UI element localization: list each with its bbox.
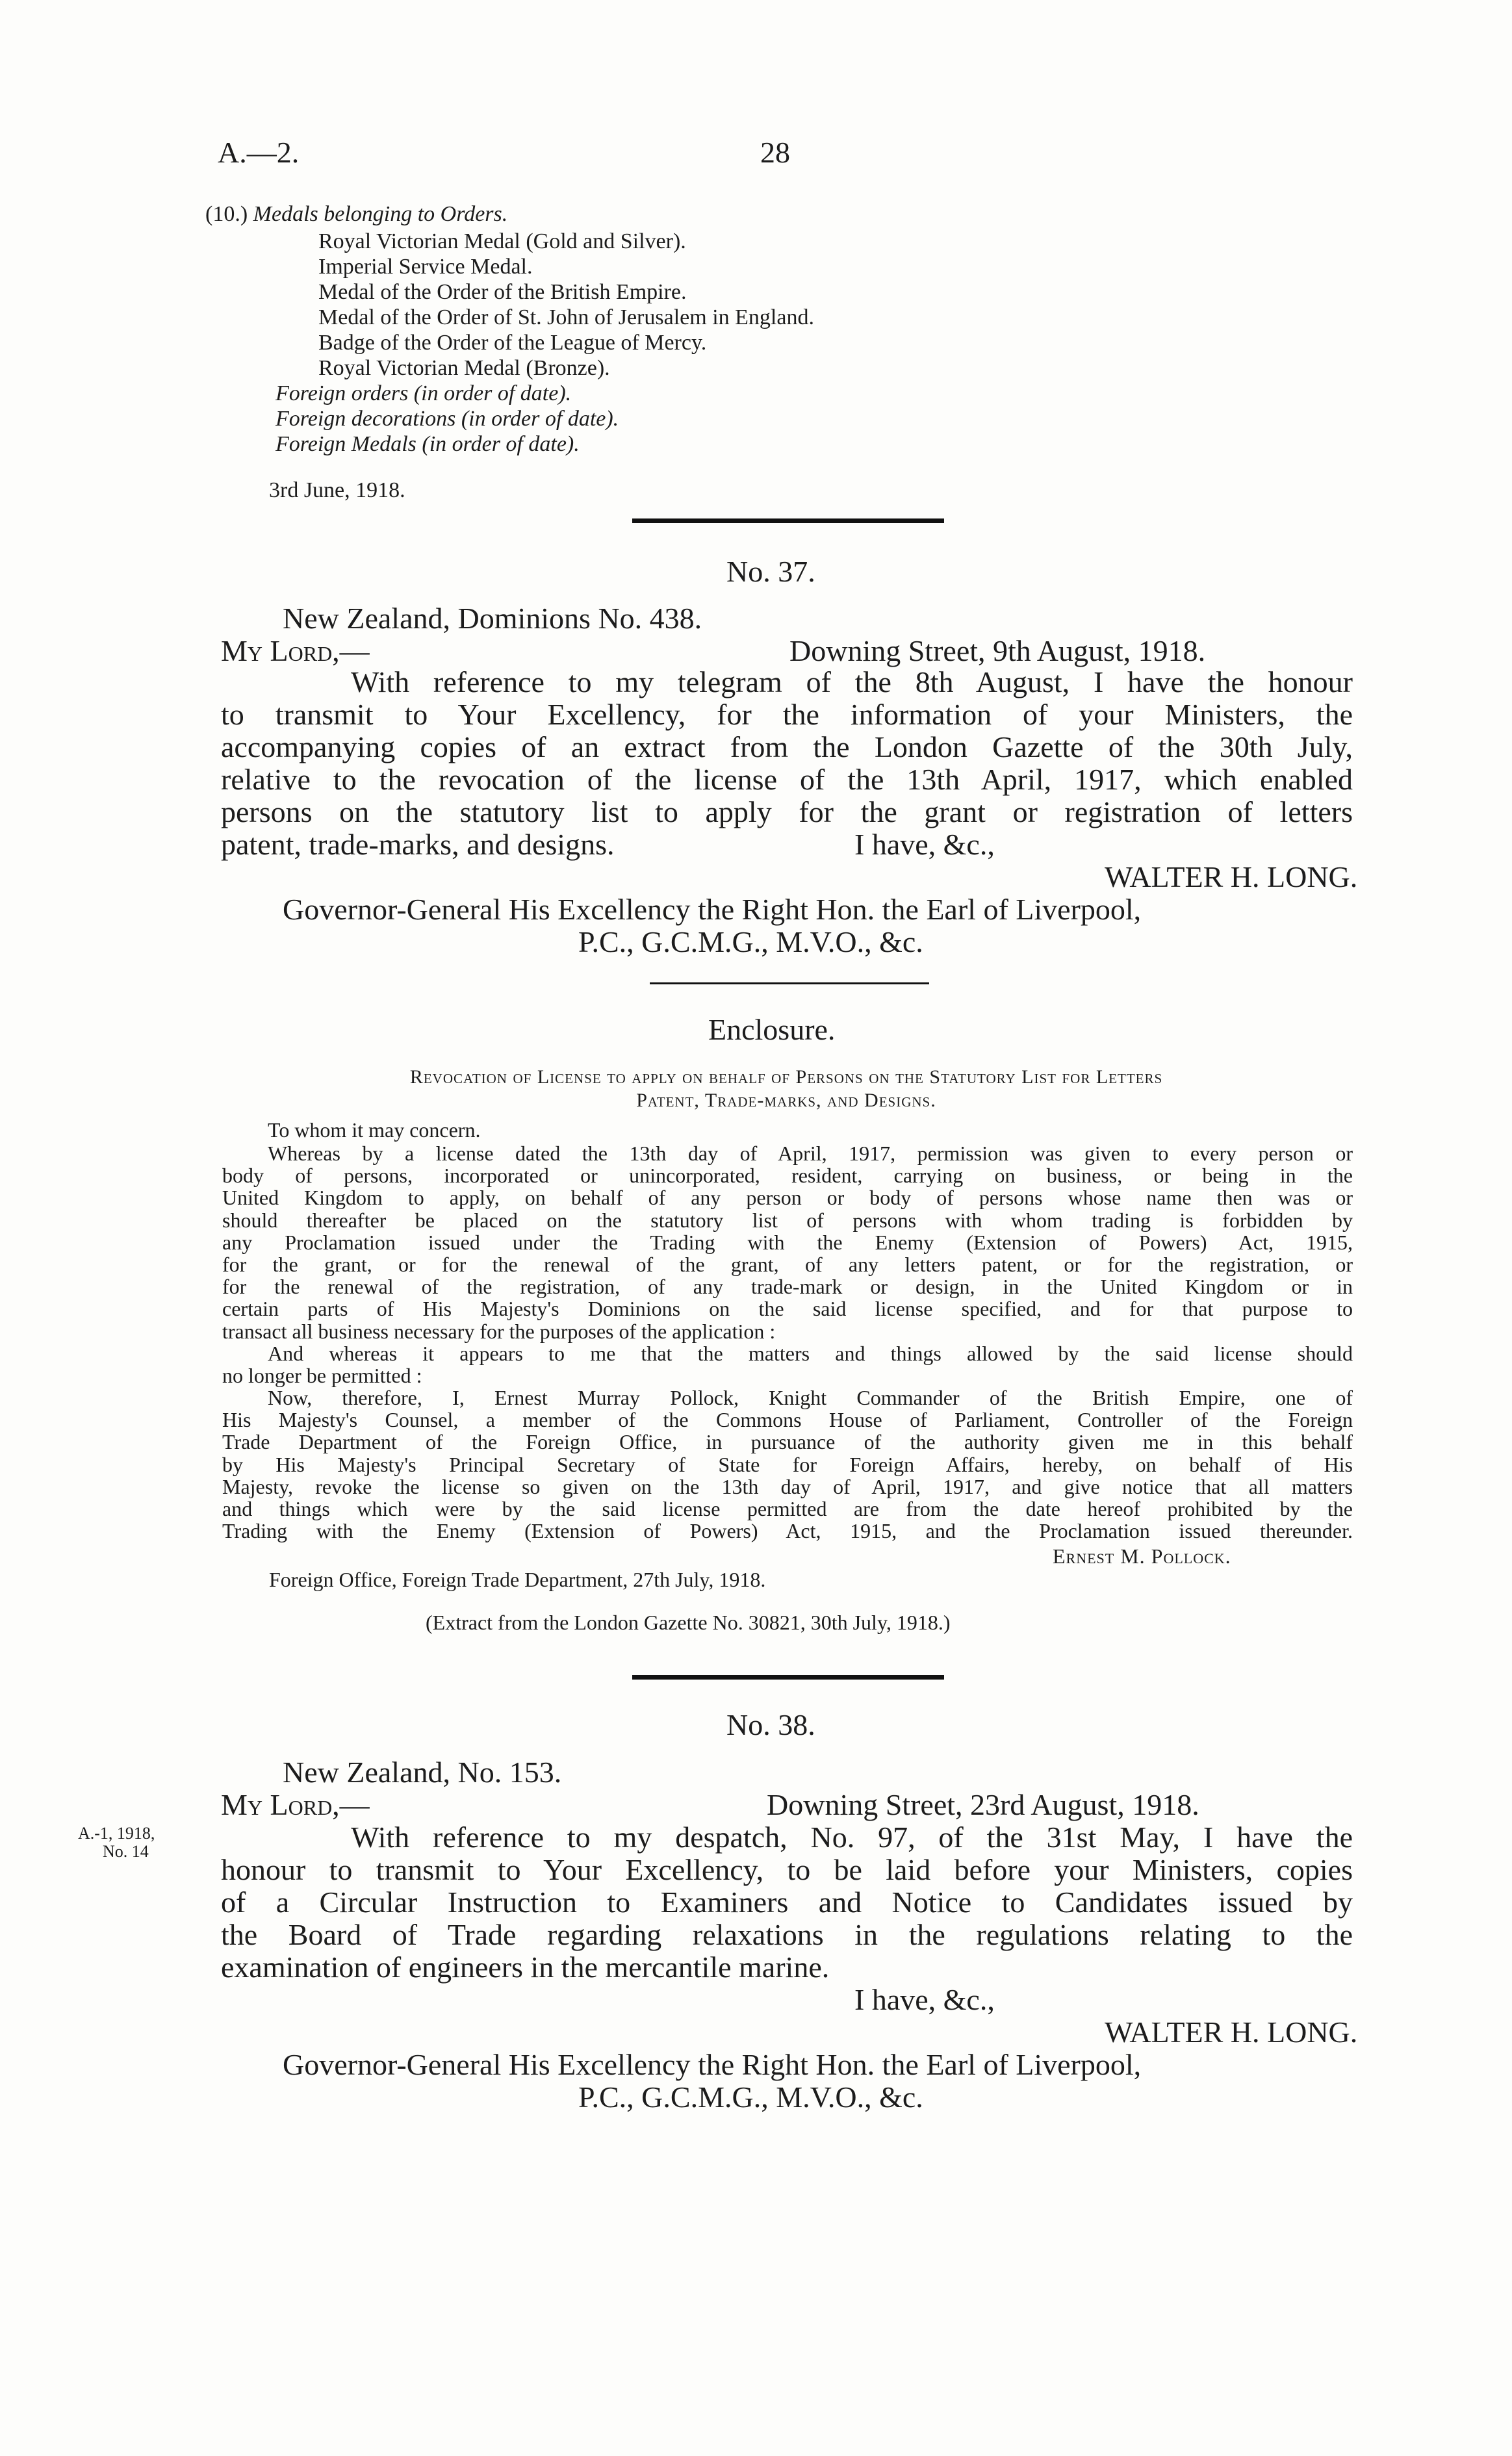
signature: WALTER H. LONG. [1105, 860, 1358, 893]
enclosure-paragraph-1 [222, 1142, 1353, 1342]
place-date: Downing Street, 9th August, 1918. [789, 634, 1206, 667]
medal-item: Badge of the Order of the League of Mercy. [318, 331, 707, 355]
office-date: Foreign Office, Foreign Trade Department, 27th July, 1918. [269, 1568, 766, 1591]
signature: WALTER H. LONG. [1105, 2015, 1358, 2049]
despatch-number: No. 38. [726, 1708, 815, 1741]
medals-heading-number: (10.) [205, 202, 248, 226]
medal-item: Medal of the Order of St. John of Jerusalem in England. [318, 305, 814, 329]
para-line: Majesty, revoke the license so given on the 13th day of April, 1917, and give notice that all matters [222, 1474, 1353, 1498]
body-line: of a Circular Instruction to Examiners and Notice to Candidates issued by [221, 1886, 1353, 1919]
closing: I have, &c., [854, 1983, 995, 2016]
medals-date: 3rd June, 1918. [269, 478, 405, 502]
medals-heading-text: Medals belonging to Orders. [253, 202, 508, 226]
section-rule [650, 982, 929, 984]
medal-item: Royal Victorian Medal (Gold and Silver). [318, 229, 686, 253]
enclosure-subtitle: Revocation of License to apply on behalf of Persons on the Statutory List for Letters [409, 1066, 1163, 1088]
body-line: relative to the revocation of the license of the 13th April, 1917, which enabled [221, 763, 1353, 796]
para-line: for the grant, or for the renewal of the grant, of any letters patent, or for the registration, or [222, 1253, 1353, 1277]
salutation: My Lord,— [221, 634, 370, 667]
body-line: honour to transmit to Your Excellency, to be laid before your Ministers, copies [221, 1853, 1353, 1886]
body-line: With reference to my despatch, No. 97, of the 31st May, I have the [351, 1821, 1353, 1854]
enclosure-paragraph-3 [222, 1387, 1353, 1542]
medals-heading [205, 201, 507, 227]
foreign-item: Foreign orders (in order of date). [275, 381, 572, 405]
enclosure-paragraph-2 [222, 1342, 1353, 1387]
section-rule [632, 518, 944, 523]
para-line: Trading with the Enemy (Extension of Powers) Act, 1915, and the Proclamation issued thereunder. [222, 1519, 1353, 1543]
para-line: no longer be permitted : [222, 1364, 422, 1388]
foreign-item: Foreign decorations (in order of date). [275, 407, 619, 431]
medal-item: Medal of the Order of the British Empire. [318, 280, 687, 304]
margin-reference: No. 14 [103, 1842, 149, 1861]
addressee-line: Governor-General His Excellency the Right Hon. the Earl of Liverpool, [283, 893, 1142, 926]
para-line: And whereas it appears to me that the matters and things allowed by the said license should [268, 1342, 1353, 1365]
para-line: any Proclamation issued under the Trading with the Enemy (Extension of Powers) Act, 1915, [222, 1230, 1353, 1254]
para-line: certain parts of His Majesty's Dominions on the said license specified, and for that purpose to [222, 1297, 1353, 1321]
despatch-heading: New Zealand, Dominions No. 438. [283, 602, 702, 635]
place-date: Downing Street, 23rd August, 1918. [767, 1788, 1199, 1821]
medal-item: Royal Victorian Medal (Bronze). [318, 356, 610, 380]
para-line: by His Majesty's Principal Secretary of State for Foreign Affairs, hereby, on behalf of His [222, 1452, 1353, 1476]
margin-reference: A.-1, 1918, [78, 1824, 155, 1843]
para-line: and things which were by the said license permitted are from the date hereof prohibited by the [222, 1497, 1353, 1521]
enclosure-title: Enclosure. [708, 1013, 836, 1046]
page-number: 28 [760, 136, 790, 169]
para-line: transact all business necessary for the purposes of the application : [222, 1319, 776, 1343]
despatch-heading: New Zealand, No. 153. [283, 1756, 562, 1789]
body-line: persons on the statutory list to apply for the grant or registration of letters [221, 795, 1353, 828]
body-line: accompanying copies of an extract from the London Gazette of the 30th July, [221, 730, 1353, 763]
document-reference: A.—2. [218, 136, 300, 169]
para-line: Whereas by a license dated the 13th day of April, 1917, permission was given to every person or [268, 1142, 1353, 1165]
body-last-line: examination of engineers in the mercantile marine. [221, 1951, 830, 1984]
salutation: My Lord,— [221, 1788, 370, 1821]
addressee-line: P.C., G.C.M.G., M.V.O., &c. [578, 2080, 923, 2114]
para-line: Now, therefore, I, Ernest Murray Pollock, Knight Commander of the British Empire, one of [268, 1386, 1353, 1409]
despatch-number: No. 37. [726, 555, 815, 588]
signatory: Ernest M. Pollock. [1053, 1544, 1231, 1568]
para-line: should thereafter be placed on the statutory list of persons with whom trading is forbidden by [222, 1208, 1353, 1232]
para-line: Trade Department of the Foreign Office, in pursuance of the authority given me in this behalf [222, 1430, 1353, 1454]
body-line: to transmit to Your Excellency, for the information of your Ministers, the [221, 698, 1353, 731]
body-last-line: patent, trade-marks, and designs. [221, 828, 615, 861]
body-line: the Board of Trade regarding relaxations in the regulations relating to the [221, 1918, 1353, 1951]
addressee-line: P.C., G.C.M.G., M.V.O., &c. [578, 925, 923, 958]
para-line: His Majesty's Counsel, a member of the Commons House of Parliament, Controller of the Foreign [222, 1408, 1353, 1432]
para-line: for the renewal of the registration, of any trade-mark or design, in the United Kingdom or in [222, 1275, 1353, 1299]
to-whom: To whom it may concern. [268, 1118, 481, 1142]
enclosure-subtitle: Patent, Trade-marks, and Designs. [636, 1090, 936, 1111]
section-rule [632, 1675, 944, 1680]
para-line: United Kingdom to apply, on behalf of any person or body of persons whose name then was or [222, 1186, 1353, 1210]
body-line: With reference to my telegram of the 8th August, I have the honour [351, 665, 1353, 698]
closing: I have, &c., [854, 828, 995, 861]
foreign-item: Foreign Medals (in order of date). [275, 432, 580, 456]
medal-item: Imperial Service Medal. [318, 255, 533, 279]
gazette-extract: (Extract from the London Gazette No. 30821, 30th July, 1918.) [426, 1611, 951, 1634]
para-line: body of persons, incorporated or unincorporated, resident, carrying on business, or being in the [222, 1164, 1353, 1188]
addressee-line: Governor-General His Excellency the Right Hon. the Earl of Liverpool, [283, 2048, 1142, 2081]
